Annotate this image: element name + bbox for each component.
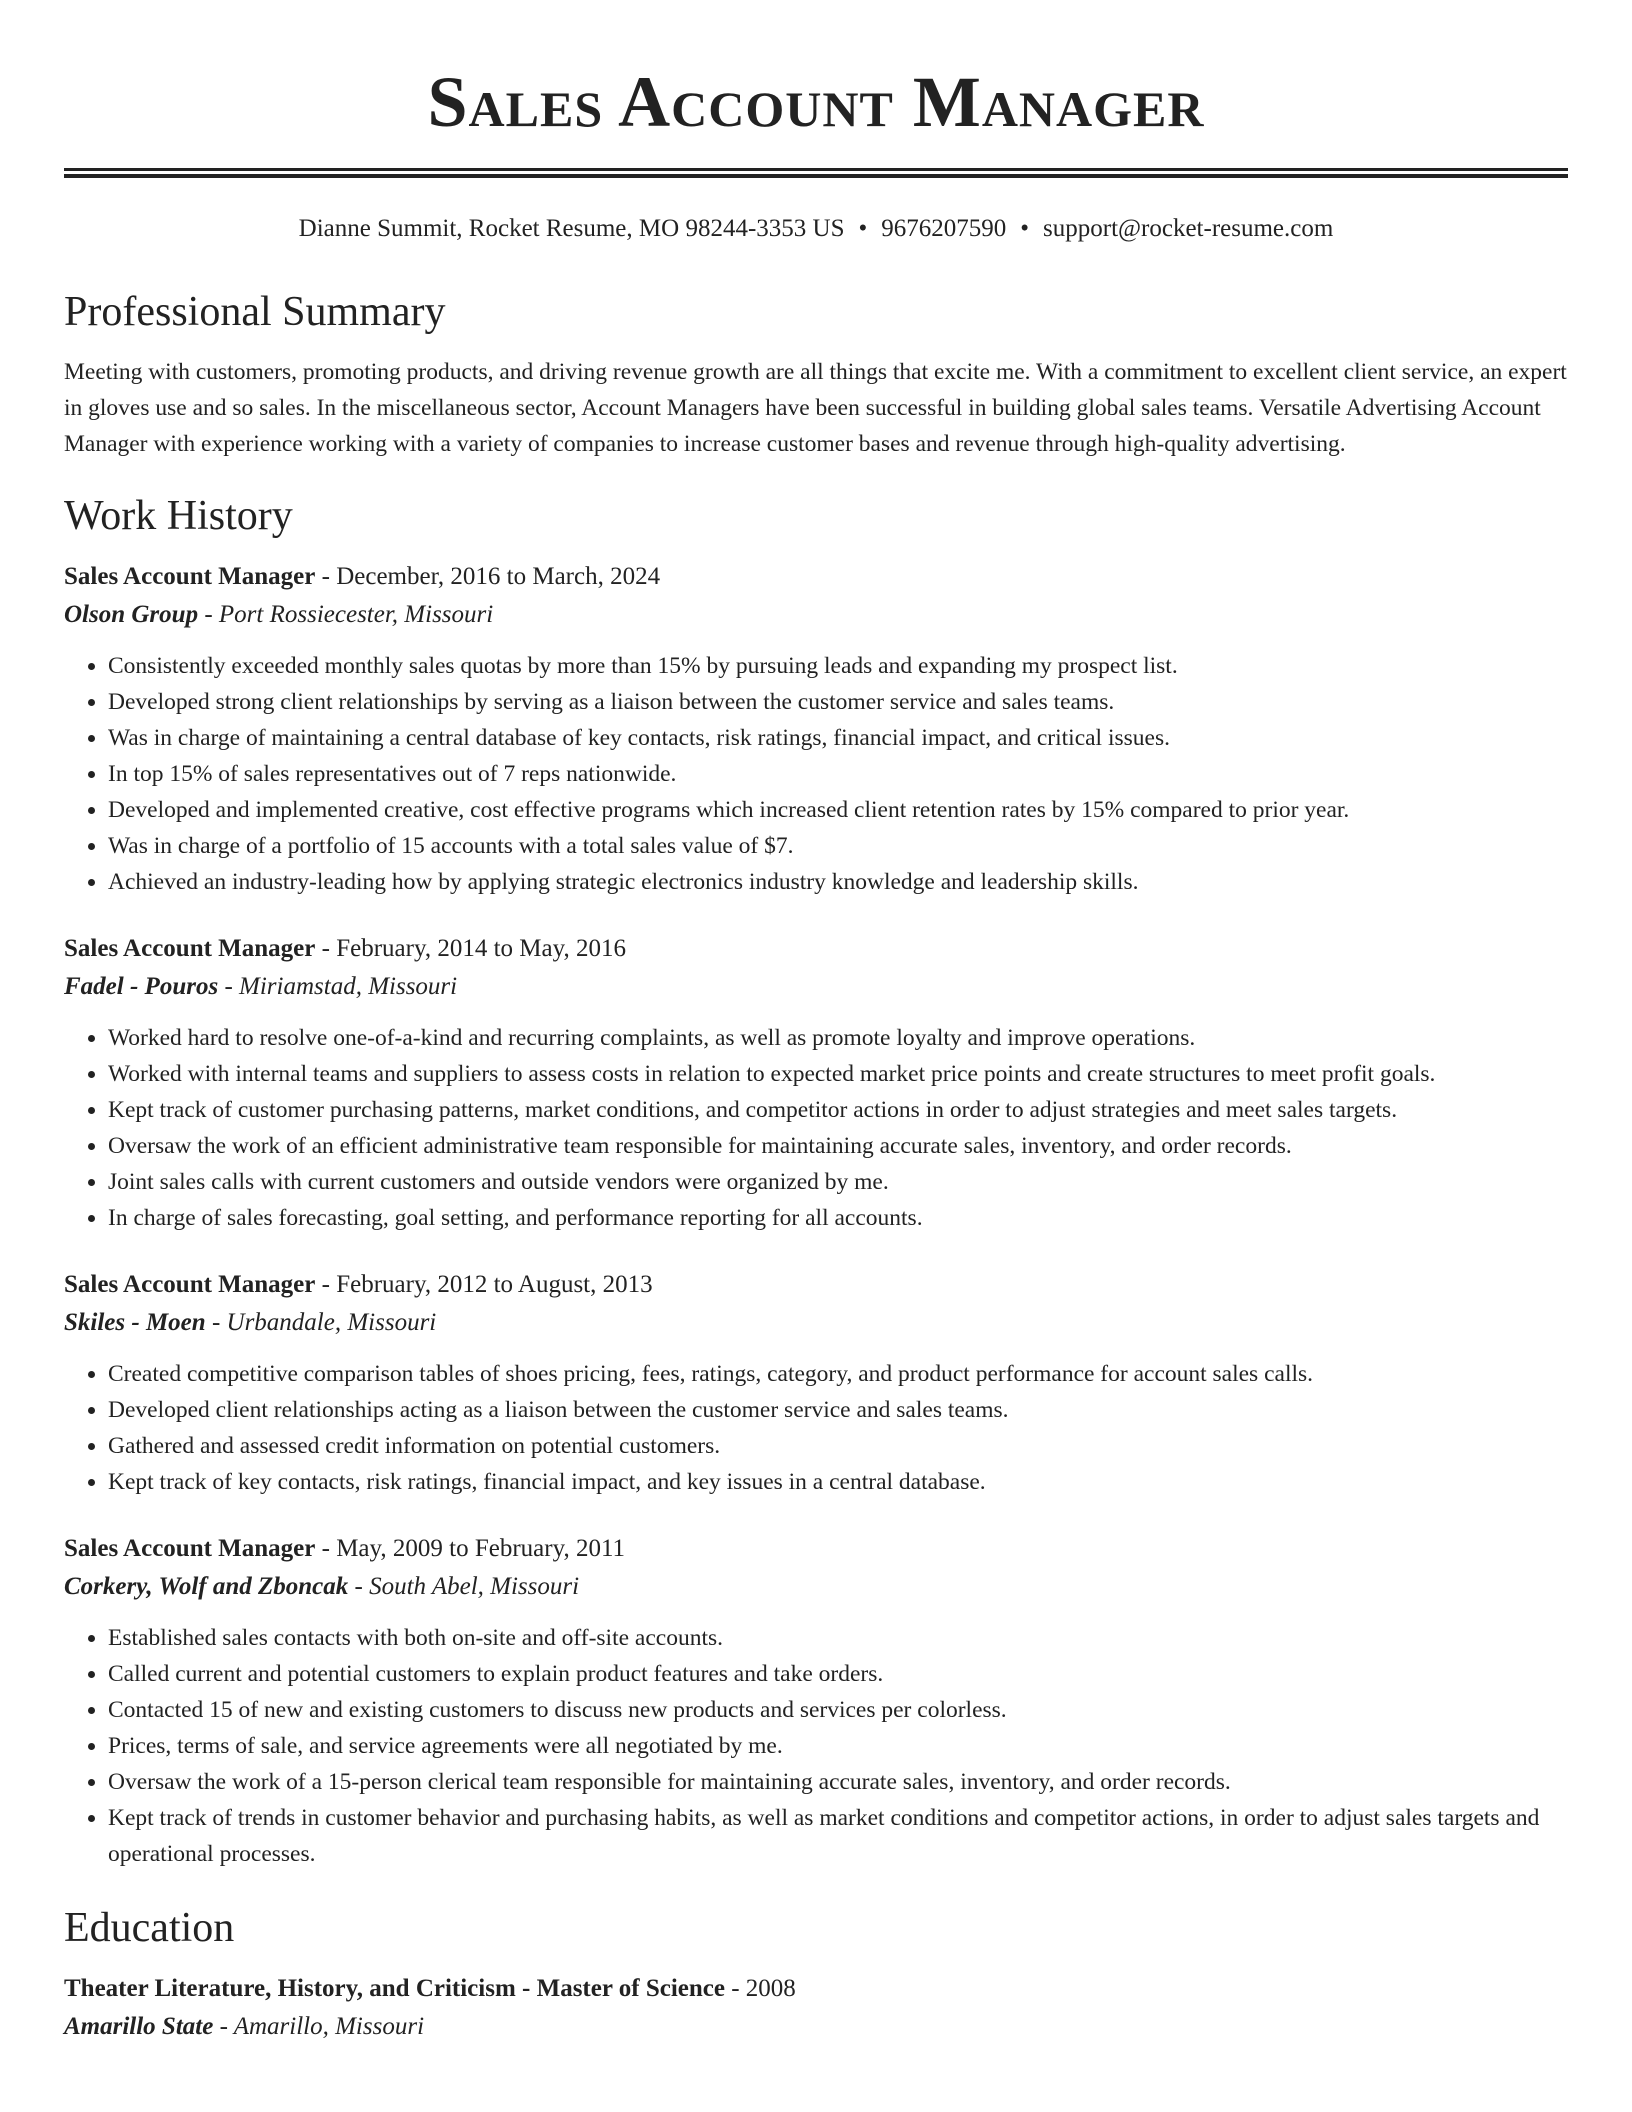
resume-title: Sales Account Manager [427,62,1205,142]
job-bullet: • Oversaw the work of an efficient administrative team responsible for maintaining accurate sales, inventory, and order records. [108,1128,1568,1164]
job-role: Sales Account Manager [64,563,316,590]
job-bullet-list [64,1020,1568,1236]
job-bullet: • Was in charge of maintaining a central database of key contacts, risk ratings, financial impact, and critical issues. [108,720,1568,756]
job-bullet: • Established sales contacts with both on-site and off-site accounts. [108,1620,1568,1656]
job-dash: - [315,563,337,590]
job-company-line [64,1568,1568,1606]
contact-email: support@rocket-resume.com [1043,215,1334,242]
job-dates: February, 2014 to May, 2016 [336,935,626,962]
job-role: Sales Account Manager [64,1271,316,1298]
job-location: South Abel, Missouri [369,1573,580,1600]
job-company: Corkery, Wolf and Zboncak [64,1573,349,1600]
contact-address: Dianne Summit, Rocket Resume, MO 98244-3353 US [298,215,845,242]
job-bullet: • Oversaw the work of a 15-person clerical team responsible for maintaining accurate sales, inventory, and order records. [108,1764,1568,1800]
job-bullet: • Joint sales calls with current customers and outside vendors were organized by me. [108,1164,1568,1200]
education-dash: - [213,2013,234,2040]
job-location: Port Rossiecester, Missouri [218,601,494,628]
contact-phone: 9676207590 [881,215,1007,242]
job-company-line [64,968,1568,1006]
job-dash: - [218,973,240,1000]
job-entry [64,1266,1568,1500]
job-bullet: • Contacted 15 of new and existing customers to discuss new products and services per colorless. [108,1692,1568,1728]
job-location: Urbandale, Missouri [226,1309,437,1336]
job-role: Sales Account Manager [64,935,316,962]
work-history-list [64,558,1568,1872]
education-dash: - [724,1975,746,2002]
job-bullet: • Developed strong client relationships by serving as a liaison between the customer service and sales teams. [108,684,1568,720]
job-bullet: • Prices, terms of sale, and service agreements were all negotiated by me. [108,1728,1568,1764]
job-dash: - [315,1271,337,1298]
job-dates: May, 2009 to February, 2011 [336,1535,626,1562]
job-bullet: • Kept track of key contacts, risk ratings, financial impact, and key issues in a central database. [108,1464,1568,1500]
job-dash: - [348,1573,370,1600]
job-dash: - [198,601,219,628]
job-bullet: • Achieved an industry-leading how by applying strategic electronics industry knowledge and leadership skills. [108,864,1568,900]
title-divider [64,168,1568,178]
summary-heading: Professional Summary [64,289,446,335]
job-bullet: • Was in charge of a portfolio of 15 accounts with a total sales value of $7. [108,828,1568,864]
job-title-line [64,930,1568,968]
education-heading: Education [64,1905,235,1951]
education-degree: Theater Literature, History, and Criticism - Master of Science [64,1975,725,2002]
job-bullet: • Kept track of customer purchasing patterns, market conditions, and competitor actions in order to adjust strategies and meet sales targets. [108,1092,1568,1128]
job-bullet: • Kept track of trends in customer behavior and purchasing habits, as well as market conditions and competitor actions, in order to adjust sales targets and operational processes. [108,1800,1568,1872]
work-history-heading: Work History [64,493,293,539]
summary-text: Meeting with customers, promoting products, and driving revenue growth are all things that excite me. With a commitment to excellent client service, an expert in gloves use and so sales. In the miscellaneous sector, Account Managers have been successful in building global sales teams. Versatile Advertising Account Manager with experience working with a variety of companies to increase customer bases and revenue through high-quality advertising. [64,359,1567,457]
job-title-line [64,1530,1568,1568]
job-bullet: • Worked with internal teams and suppliers to assess costs in relation to expected market price points and create structures to meet profit goals. [108,1056,1568,1092]
job-dates: February, 2012 to August, 2013 [336,1271,653,1298]
job-company-line [64,596,1568,634]
job-title-line [64,558,1568,596]
job-bullet: • Called current and potential customers to explain product features and take orders. [108,1656,1568,1692]
job-dash: - [315,935,337,962]
job-entry [64,930,1568,1236]
job-dates: December, 2016 to March, 2024 [336,563,661,590]
job-bullet: • In top 15% of sales representatives out of 7 reps nationwide. [108,756,1568,792]
job-title-line [64,1266,1568,1304]
job-bullet: • Created competitive comparison tables of shoes pricing, fees, ratings, category, and product performance for account sales calls. [108,1356,1568,1392]
job-bullet-list [64,1620,1568,1872]
job-entry [64,1530,1568,1872]
job-bullet: • Worked hard to resolve one-of-a-kind and recurring complaints, as well as promote loyalty and improve operations. [108,1020,1568,1056]
job-bullet: • Consistently exceeded monthly sales quotas by more than 15% by pursuing leads and expanding my prospect list. [108,648,1568,684]
job-location: Miriamstad, Missouri [239,973,458,1000]
job-dash: - [315,1535,337,1562]
job-bullet: • Developed and implemented creative, cost effective programs which increased client retention rates by 15% compared to prior year. [108,792,1568,828]
job-bullet: • Developed client relationships acting as a liaison between the customer service and sales teams. [108,1392,1568,1428]
education-degree-line [64,1970,1568,2008]
education-list [64,1970,1568,2046]
job-bullet: • In charge of sales forecasting, goal setting, and performance reporting for all accounts. [108,1200,1568,1236]
education-location: Amarillo, Missouri [233,2013,425,2040]
job-entry [64,558,1568,900]
education-year: 2008 [745,1975,796,2002]
job-dash: - [205,1309,227,1336]
education-school-line [64,2008,1568,2046]
job-company: Skiles - Moen [64,1309,206,1336]
job-role: Sales Account Manager [64,1535,316,1562]
job-bullet-list [64,1356,1568,1500]
job-company: Fadel - Pouros [64,973,219,1000]
contact-separator: • [1020,215,1030,242]
contact-line [64,212,1568,246]
contact-separator: • [858,215,868,242]
job-bullet-list [64,648,1568,900]
job-bullet: • Gathered and assessed credit information on potential customers. [108,1428,1568,1464]
job-company-line [64,1304,1568,1342]
resume-page [64,0,1568,2046]
job-company: Olson Group [64,601,199,628]
education-school: Amarillo State [64,2013,214,2040]
